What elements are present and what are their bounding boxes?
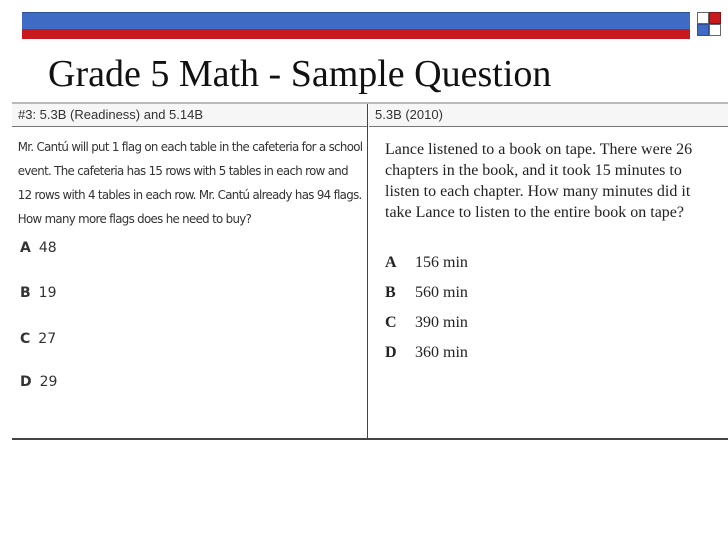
- header-bar-red: [22, 30, 690, 39]
- left-question-header: #3: 5.3B (Readiness) and 5.14B: [12, 104, 367, 127]
- choice-letter: D: [385, 344, 397, 361]
- left-question-text: Mr. Cantú will put 1 flag on each table in the cafeteria for a school event. The cafeteria has 15 rows with 5 tables in each row and 12 rows with 4 tables in each row. Mr. Cantú already has 94 flags. How many more flags does he need to buy?: [17, 140, 363, 226]
- right-question-text: Lance listened to a book on tape. There were 26 chapters in the book, and it took 15 minutes to listen to each chapter. How many minutes did it take Lance to listen to the entire book on tape?: [385, 141, 693, 221]
- left-choice-b: [20, 285, 57, 301]
- choice-value: 156 min: [415, 254, 468, 271]
- choice-letter: D: [20, 374, 32, 390]
- choice-value: 390 min: [415, 314, 468, 331]
- corner-square-3: [697, 24, 709, 36]
- choice-letter: C: [20, 331, 31, 347]
- left-question-column: [12, 104, 367, 438]
- right-choice-d: [385, 344, 468, 362]
- right-choice-b: [385, 284, 468, 302]
- question-panel: [12, 102, 728, 440]
- right-choice-a: [385, 254, 468, 272]
- left-choice-d: [20, 374, 57, 390]
- choice-letter: A: [20, 240, 31, 256]
- choice-value: 560 min: [415, 284, 468, 301]
- header-bar-blue: [22, 12, 690, 30]
- right-choice-c: [385, 314, 468, 332]
- choice-letter: C: [385, 314, 397, 331]
- corner-square-1: [697, 12, 709, 24]
- right-question-header: 5.3B (2010): [369, 104, 728, 127]
- slide-title: Grade 5 Math - Sample Question: [48, 53, 552, 95]
- choice-value: 29: [39, 374, 58, 390]
- choice-letter: A: [385, 254, 397, 271]
- left-choice-a: [20, 240, 57, 256]
- choice-value: 360 min: [415, 344, 468, 361]
- column-divider: [367, 104, 368, 438]
- choice-value: 48: [38, 240, 57, 256]
- choice-value: 27: [38, 331, 57, 347]
- corner-square-2: [709, 12, 721, 24]
- left-choice-c: [20, 331, 56, 347]
- choice-letter: B: [385, 284, 396, 301]
- corner-square-4: [709, 24, 721, 36]
- choice-value: 19: [38, 285, 57, 301]
- choice-letter: B: [20, 285, 31, 301]
- right-question-column: [369, 104, 728, 438]
